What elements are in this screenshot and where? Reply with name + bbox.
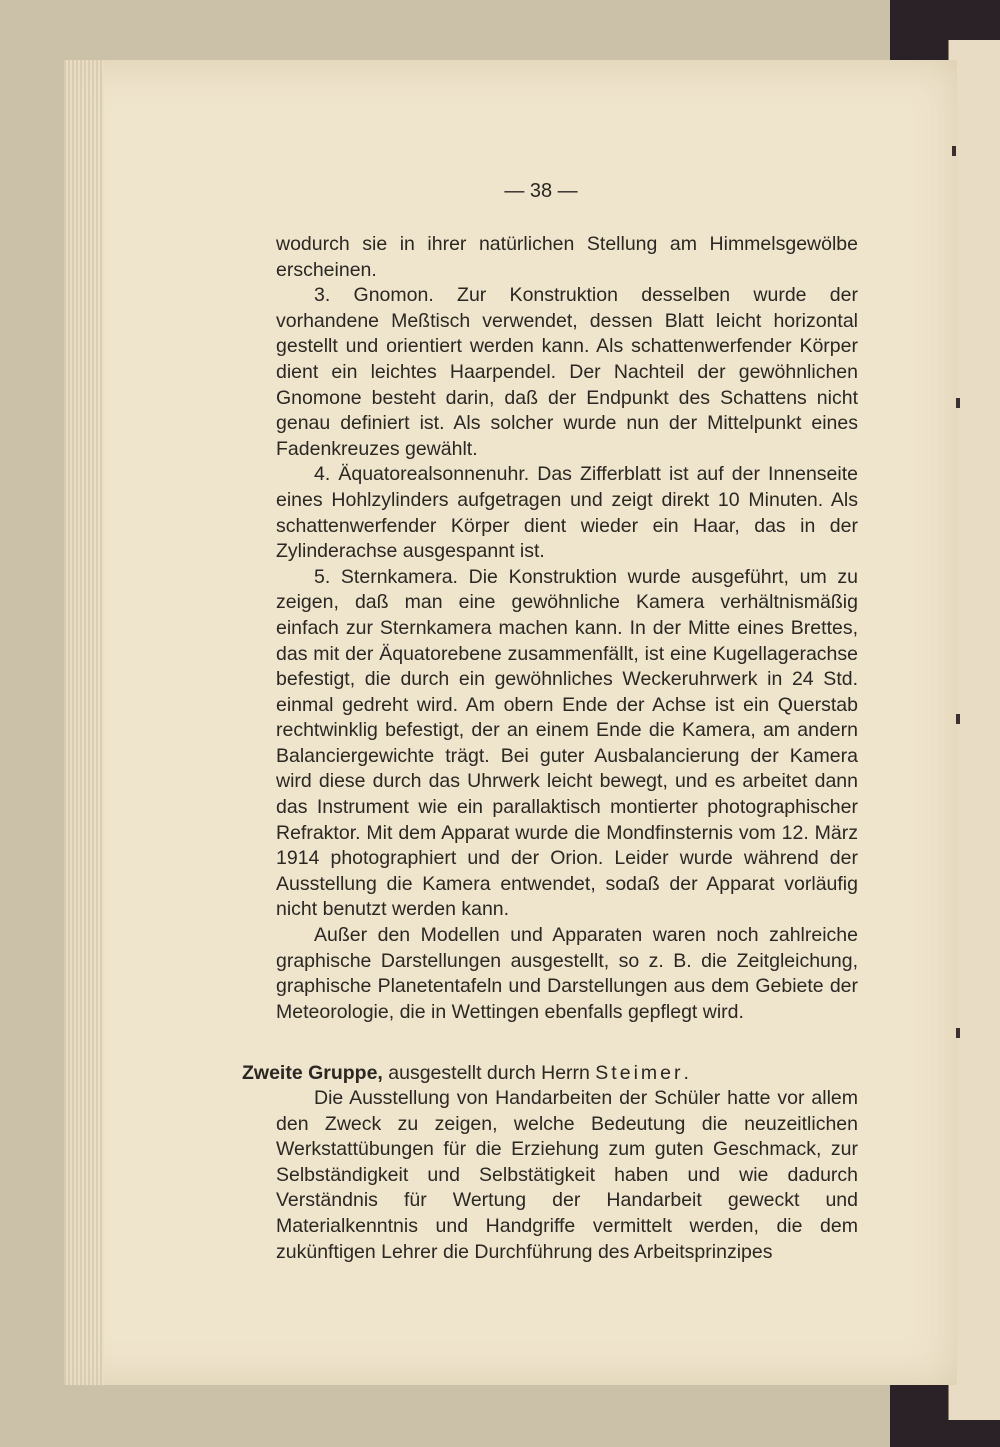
binding-mark — [956, 714, 960, 724]
section-title: Zweite Gruppe, — [242, 1062, 383, 1084]
paragraph: wodurch sie in ihrer natürlichen Stellung am Himmelsgewölbe erscheinen. — [276, 233, 858, 281]
paragraph: 3. Gnomon. Zur Konstruktion desselben wurde der vorhandene Meßtisch verwendet, dessen Blatt leicht horizontal gestellt und orientiert werden kann. Als schattenwerfender Körper dient ein leichtes Haarpendel. Der Nachteil der gewöhnlichen Gnomone besteht darin, daß der Endpunkt des Schattens nicht genau definiert ist. Als solcher wurde nun der Mittelpunkt eines Fadenkreuzes gewählt. — [276, 284, 858, 460]
paragraph: Außer den Modellen und Apparaten waren noch zahlreiche graphische Darstellungen ausgestellt, so z. B. die Zeitgleichung, graphische Planetentafeln und Darstellungen aus dem Gebiete der Meteorologie, die in Wettingen ebenfalls gepflegt wird. — [276, 924, 858, 1023]
person-name: Steimer — [595, 1062, 684, 1084]
paragraph: 5. Sternkamera. Die Konstruktion wurde ausgeführt, um zu zeigen, daß man eine gewöhnliche Kamera verhältnismäßig einfach zur Sternkamera machen kann. In der Mitte eines Brettes, das mit der Äquatorebene zusammenfällt, ist eine Kugellagerachse befestigt, die durch ein gewöhnliches Weckeruhrwerk in 24 Std. einmal gedreht wird. Am obern Ende der Achse ist ein Querstab rechtwinklig befestigt, der an einem Ende die Kamera, am andern Balanciergewichte trägt. Bei guter Ausbalancierung der Kamera wird diese durch das Uhrwerk leicht bewegt, und es arbeitet dann das Instrument wie ein parallaktisch montierter photographischer Refraktor. Mit dem Apparat wurde die Mondfinsternis vom 12. März 1914 photographiert und der Orion. Leider wurde während der Ausstellung die Kamera entwendet, sodaß der Apparat vorläufig nicht benutzt werden kann. — [276, 565, 858, 921]
section-punct: . — [683, 1062, 689, 1084]
binding-mark — [952, 146, 956, 156]
body-text-2 — [276, 1086, 858, 1265]
binding-mark — [956, 1028, 960, 1038]
section-subtitle: ausgestellt durch Herrn — [382, 1062, 596, 1084]
page-number: — 38 — — [504, 180, 578, 202]
section-heading — [242, 1061, 862, 1087]
body-text — [276, 232, 858, 1025]
paragraph: Die Ausstellung von Handarbeiten der Schüler hatte vor allem den Zweck zu zeigen, welche Bedeutung die neuzeitlichen Werkstattübungen für die Erziehung zum guten Geschmack, zur Selbständigkeit und Selbstätigkeit haben und wie dadurch Verständnis für Wertung der Handarbeit geweckt und Materialkenntnis und Handgriffe vermittelt werden, die dem zukünftigen Lehrer die Durchführung des Arbeitsprinzipes — [276, 1087, 858, 1263]
paragraph: 4. Äquatorealsonnenuhr. Das Zifferblatt ist auf der Innenseite eines Hohlzylinders aufgetragen und zeigt direkt 10 Minuten. Als schattenwerfender Körper dient wieder ein Haar, das in der Zylinderachse ausgespannt ist. — [276, 463, 858, 563]
binding-mark — [956, 398, 960, 408]
page-edges — [64, 60, 104, 1385]
